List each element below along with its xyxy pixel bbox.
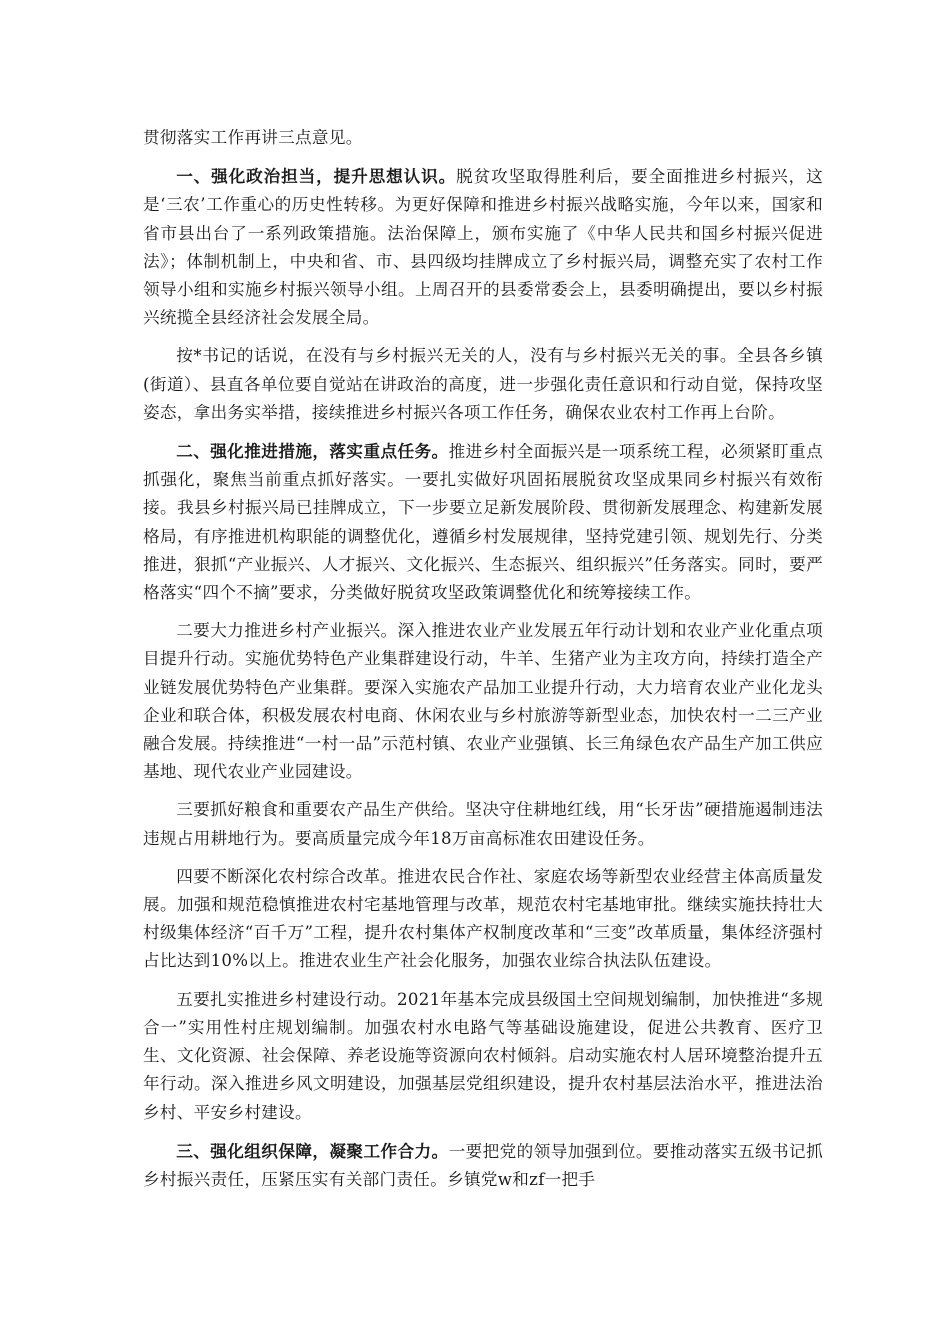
- section-paragraph-5: [143, 796, 823, 852]
- section-body-8: 一要把党的领导加强到位。要推动落实五级书记抓乡村振兴责任，压紧压实有关部门责任。乡镇党w和zf一把手: [143, 1141, 823, 1189]
- section-paragraph-7: [143, 986, 823, 1127]
- section-body-2: 按*书记的话说，在没有与乡村振兴无关的人，没有与乡村振兴无关的事。全县各乡镇(街道）、县直各单位要自觉站在讲政治的高度，进一步强化责任意识和行动自觉，保持攻坚姿态，拿出务实举措，接续推进乡村振兴各项工作任务，确保农业农村工作再上台阶。: [143, 346, 823, 422]
- section-paragraph-1: [143, 162, 823, 332]
- section-heading-2: 二、强化推进措施，落实重点任务。: [176, 441, 449, 462]
- opening-paragraph: [143, 124, 823, 152]
- section-paragraph-3: [143, 437, 823, 607]
- section-body-4: 二要大力推进乡村产业振兴。深入推进农业产业发展五年行动计划和农业产业化重点项目提升行动。实施优势特色产业集群建设行动，牛羊、生猪产业为主攻方向，持续打造全产业链发展优势特色产业集群。要深入实施农产品加工业提升行动，大力培育农业产业化龙头企业和联合体，积极发展农村电商、休闲农业与乡村旅游等新型业态，加快农村一二三产业融合发展。持续推进“一村一品”示范村镇、农业产业强镇、长三角绿色农产品生产加工供应基地、现代农业产业园建设。: [143, 621, 823, 782]
- section-paragraph-8: [143, 1137, 823, 1194]
- section-body-5: 三要抓好粮食和重要农产品生产供给。坚决守住耕地红线，用“长牙齿”硬措施遏制违法违规占用耕地行为。要高质量完成今年18万亩高标准农田建设任务。: [143, 800, 823, 848]
- section-body-1: 脱贫攻坚取得胜利后，要全面推进乡村振兴，这是‘三农’工作重心的历史性转移。为更好保障和推进乡村振兴战略实施，今年以来，国家和省市县出台了一系列政策措施。法治保障上，颁布实施了《中华人民共和国乡村振兴促进法》；体制机制上，中央和省、市、县四级均挂牌成立了乡村振兴局，调整充实了农村工作领导小组和实施乡村振兴领导小组。上周召开的县委常委会上，县委明确提出，要以乡村振兴统揽全县经济社会发展全局。: [143, 167, 823, 328]
- section-body-3: 推进乡村全面振兴是一项系统工程，必须紧盯重点抓强化，聚焦当前重点抓好落实。一要扎实做好巩固拓展脱贫攻坚成果同乡村振兴有效衔接。我县乡村振兴局已挂牌成立，下一步要立足新发展阶段、贯彻新发展理念、构建新发展格局，有序推进机构职能的调整优化，遵循乡村发展规律，坚持党建引领、规划先行、分类推进，狠抓“产业振兴、人才振兴、文化振兴、生态振兴、组织振兴”任务落实。同时，要严格落实“四个不摘”要求，分类做好脱贫攻坚政策调整优化和统筹接续工作。: [143, 442, 823, 603]
- section-heading-1: 一、强化政治担当，提升思想认识。: [176, 166, 457, 187]
- opening-text: 贯彻落实工作再讲三点意见。: [143, 128, 363, 147]
- document-page: [143, 124, 823, 1204]
- section-heading-3: 三、强化组织保障，凝聚工作合力。: [176, 1140, 449, 1161]
- section-paragraph-6: [143, 863, 823, 976]
- section-body-7: 五要扎实推进乡村建设行动。2021年基本完成县级国土空间规划编制，加快推进“多规合一”实用性村庄规划编制。加强农村水电路气等基础设施建设，促进公共教育、医疗卫生、文化资源、社会保障、养老设施等资源向农村倾斜。启动实施农村人居环境整治提升五年行动。深入推进乡风文明建设，加强基层党组织建设，提升农村基层法治水平，推进法治乡村、平安乡村建设。: [143, 989, 823, 1122]
- section-paragraph-2: [143, 342, 823, 427]
- section-paragraph-4: [143, 617, 823, 786]
- section-body-6: 四要不断深化农村综合改革。推进农民合作社、家庭农场等新型农业经营主体高质量发展。加强和规范稳慎推进农村宅基地管理与改革，规范农村宅基地审批。继续实施扶持壮大村级集体经济“百千万”工程，提升农村集体产权制度改革和“三变”改革质量，集体经济强村占比达到10%以上。推进农业生产社会化服务，加强农业综合执法队伍建设。: [143, 866, 823, 971]
